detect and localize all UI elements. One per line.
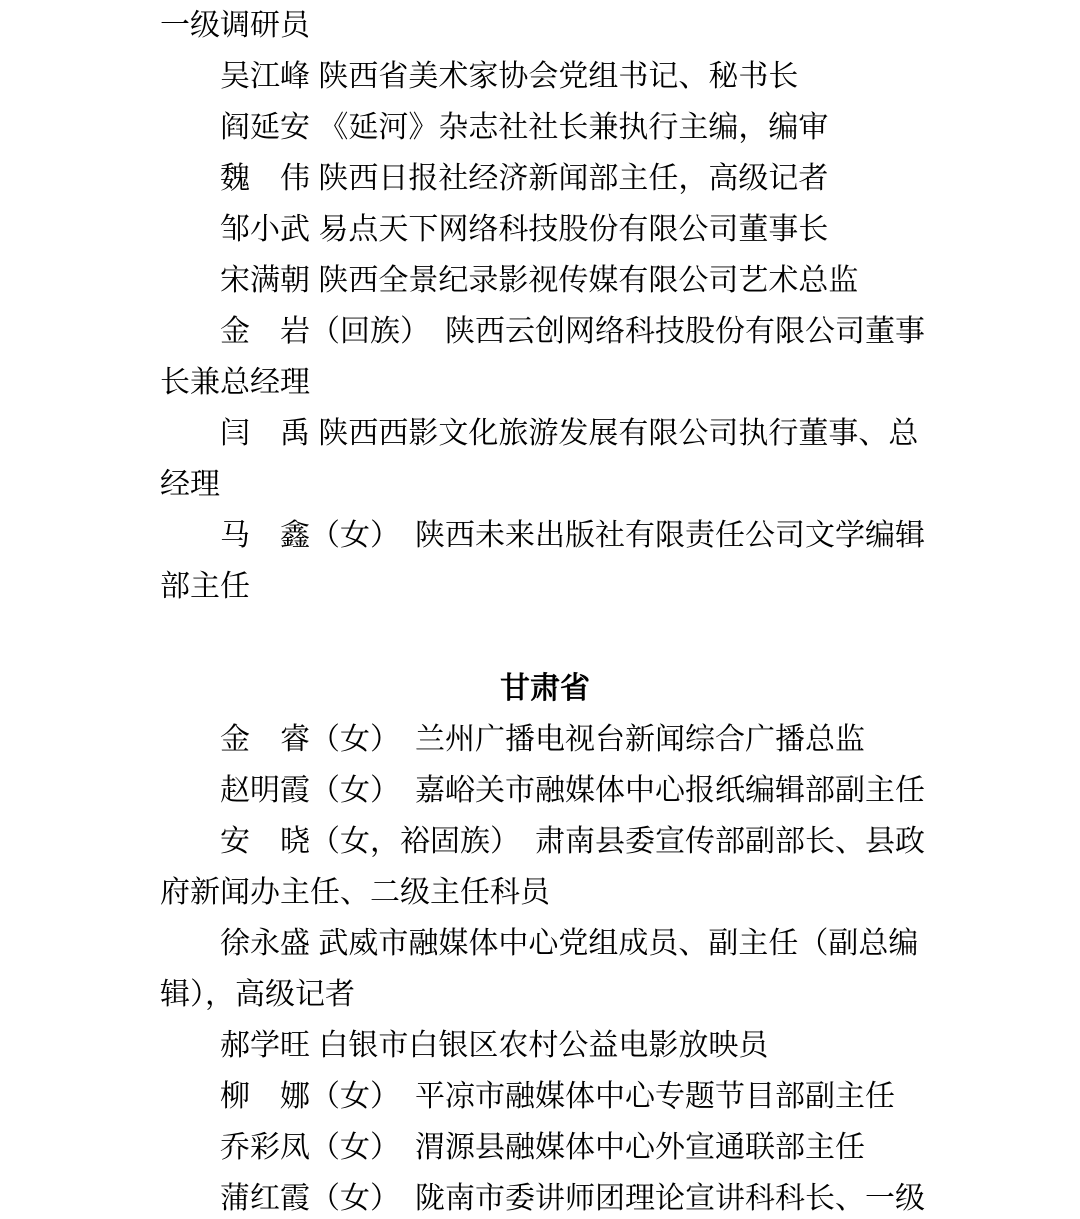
entry [160, 255, 930, 306]
entry-line: 金 岩（回族） 陕西云创网络科技股份有限公司董事 [220, 315, 925, 348]
entry-line: 宋满朝 陕西全景纪录影视传媒有限公司艺术总监 [220, 264, 859, 297]
entry-line: 府新闻办主任、二级主任科员 [160, 876, 550, 909]
entry [160, 204, 930, 255]
entry [160, 1173, 930, 1219]
entry [160, 51, 930, 102]
entry-line: 闫 禹 陕西西影文化旅游发展有限公司执行董事、总 [220, 417, 919, 450]
entry-line: 马 鑫（女） 陕西未来出版社有限责任公司文学编辑 [220, 519, 925, 552]
entry-line: 吴江峰 陕西省美术家协会党组书记、秘书长 [220, 60, 799, 93]
entry [160, 510, 930, 612]
entry-line: 乔彩凤（女） 渭源县融媒体中心外宣通联部主任 [220, 1131, 865, 1164]
entry [160, 918, 930, 1020]
entry [160, 816, 930, 918]
entry-line: 辑），高级记者 [160, 978, 355, 1011]
entry-line: 郝学旺 白银市白银区农村公益电影放映员 [220, 1029, 769, 1062]
entry [160, 1071, 930, 1122]
entry-continuation [160, 0, 930, 51]
entry-line: 一级调研员 [160, 9, 310, 42]
entry-line: 魏 伟 陕西日报社经济新闻部主任，高级记者 [220, 162, 829, 195]
entry-line: 邹小武 易点天下网络科技股份有限公司董事长 [220, 213, 829, 246]
entry-line: 长兼总经理 [160, 366, 310, 399]
entry-line: 部主任 [160, 570, 250, 603]
entry [160, 408, 930, 510]
entry [160, 1122, 930, 1173]
entry-line: 阎延安 《延河》杂志社社长兼执行主编，编审 [220, 111, 829, 144]
entry-line: 金 睿（女） 兰州广播电视台新闻综合广播总监 [220, 723, 865, 756]
section-heading: 甘肃省 [500, 672, 590, 705]
entry [160, 714, 930, 765]
entry [160, 102, 930, 153]
entry [160, 306, 930, 408]
entry-line: 徐永盛 武威市融媒体中心党组成员、副主任（副总编 [220, 927, 919, 960]
entry-line: 安 晓（女，裕固族） 肃南县委宣传部副部长、县政 [220, 825, 925, 858]
entry-line: 经理 [160, 468, 220, 501]
entry-line: 赵明霞（女） 嘉峪关市融媒体中心报纸编辑部副主任 [220, 774, 925, 807]
entry [160, 765, 930, 816]
entry-line: 蒲红霞（女） 陇南市委讲师团理论宣讲科科长、一级 [220, 1182, 925, 1215]
entry [160, 153, 930, 204]
entry [160, 1020, 930, 1071]
entry-line: 柳 娜（女） 平凉市融媒体中心专题节目部副主任 [220, 1080, 895, 1113]
